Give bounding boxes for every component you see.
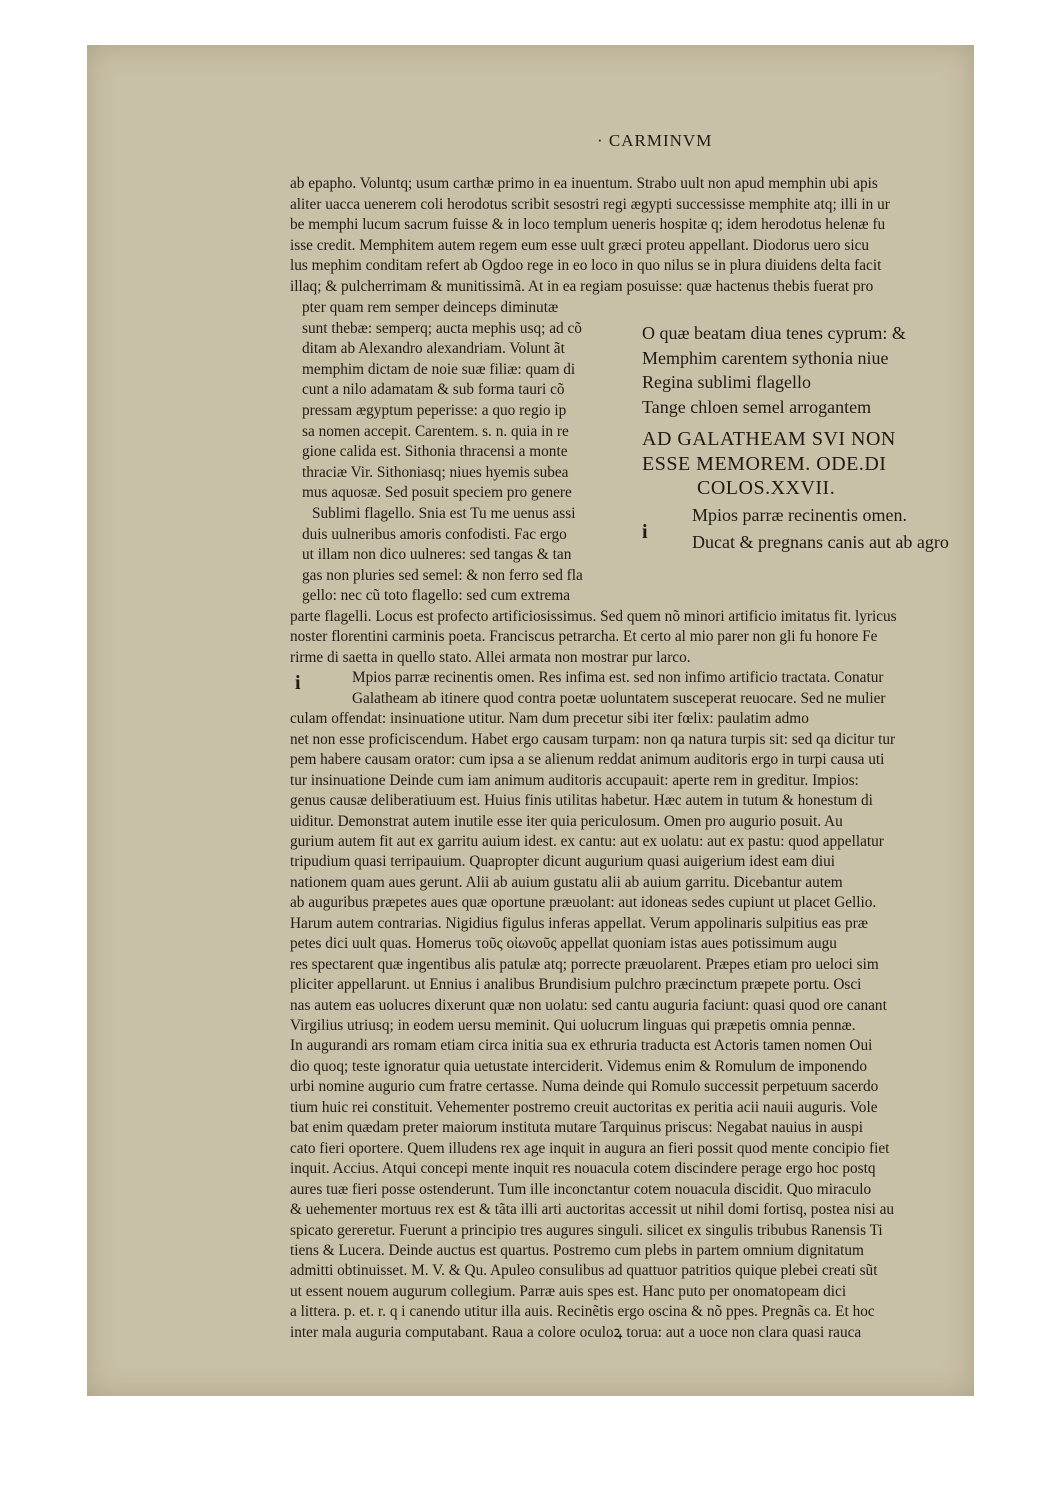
text-line: ab epapho. Voluntq; usum carthæ primo in ea inuentum. Strabo uult non apud memphin ubi apis <box>290 175 878 192</box>
text-line: be memphi lucum sacrum fuisse & in loco templum ueneris hospitæ q; idem herodotus helenæ fu <box>290 216 886 234</box>
text-line: Virgilius utriusq; in eodem uersu meminit. Qui uolucrum linguas qui præpetis omnia pennæ. <box>290 1017 856 1034</box>
text-line: memphim dictam de noie suæ filiæ: quam di <box>302 360 576 378</box>
text-line: a littera. p. et. r. q i canendo utitur illa auis. Recinẽtis ergo oscina & nõ ppes. Pregnãs ca. Et hoc <box>290 1303 875 1321</box>
verse-line: Ducat & pregnans canis aut ab agro <box>692 532 949 552</box>
text-line: pter quam rem semper deinceps diminutæ <box>302 299 559 316</box>
text-line: ditam ab Alexandro alexandriam. Volunt ãt <box>302 340 565 358</box>
text-line: gello: nec cũ toto flagello: sed cum extrema <box>302 587 571 605</box>
text-line: inter mala auguria computabant. Raua a colore oculoꝝ torua: aut a uoce non clara quasi rauca <box>290 1323 862 1341</box>
text-line: parte flagelli. Locus est profecto artificiosissimus. Sed quem nõ minori artificio imitatus fit. lyricus <box>290 608 897 625</box>
text-line: uiditur. Demonstrat autem inutile esse iter quia periculosum. Omen pro augurio posuit. Au <box>290 812 843 830</box>
text-line: petes dici uult quas. Homerus τοῦς οἰωνοῦς appellat quoniam istas aues potissimum augu <box>290 935 837 953</box>
ode-title-line: COLOS.XXVII. <box>697 477 836 499</box>
verse-line: Mpios parræ recinentis omen. <box>692 505 907 525</box>
verse-line: Memphim carentem sythonia niue <box>642 347 889 368</box>
text-line: sa nomen accepit. Carentem. s. n. quia in re <box>302 422 569 440</box>
text-line: & uehementer mortuus rex est & tãta illi arti auctoritas accessit ut nihil domi fortisq, postea nisi au <box>290 1201 895 1219</box>
text-line: noster florentini carminis poeta. Franciscus petrarcha. Et certo al mio parer non gli fu honore Fe <box>290 628 878 646</box>
text-line: bat enim quædam preter maiorum instituta mutare Tarquinus priscus: Negabat nauius in auspi <box>290 1119 864 1137</box>
text-line: tium huic rei constituit. Vehementer postremo creuit auctoritas ex peritia acii nauii auguris. Vole <box>290 1098 878 1116</box>
text-line: lus mephim conditam refert ab Ogdoo rege in eo loco in quo nilus se in plura diuidens delta facit <box>290 257 882 275</box>
text-block <box>287 129 1032 1341</box>
text-line: urbi nomine augurio cum fratre certasse. Numa deinde qui Romulo successit perpetuum sacerdo <box>290 1078 879 1096</box>
text-line: ab auguribus præpetes aues quæ oportune præuolant: aut idoneas sedes cupiunt ut placet Gellio. <box>290 894 877 912</box>
text-line: tiens & Lucera. Deinde auctus est quartus. Postremo cum plebs in partem omnium dignitatum <box>290 1241 864 1259</box>
text-line: inquit. Accius. Atqui concepi mente inquit res nouacula cotem discindere perage ergo hoc postq <box>290 1160 876 1178</box>
text-line: cunt a nilo adamatam & sub forma tauri cõ <box>302 381 565 399</box>
text-line: ut illam non dico uulneres: sed tangas & tan <box>302 546 572 564</box>
text-line: net non esse proficiscendum. Habet ergo causam turpam: non qa natura turpis sit: sed qa dicitur tur <box>290 730 896 748</box>
text-line: rirme di saetta in quello stato. Allei armata non mostrar pur larco. <box>290 648 691 666</box>
text-line: tripudium quasi terripauium. Quapropter dicunt augurium quasi auigerium idest eam diui <box>290 853 836 871</box>
text-line: isse credit. Memphitem autem regem eum esse uult græci proteu appellant. Diodorus uero sicu <box>290 236 870 254</box>
text-line: cato fieri oportere. Quem illudens rex age inquit in augura an fieri possit quod mente concipio fiet <box>290 1139 890 1157</box>
text-line: thraciæ Vir. Sithoniasq; niues hyemis subea <box>302 463 569 481</box>
text-line: Galatheam ab itinere quod contra poetæ uoluntatem susceperat reuocare. Sed ne mulier <box>352 689 886 707</box>
text-line: ut essent nouem augurum collegium. Parræ auis spes est. Hanc puto per onomatopeam dici <box>290 1282 847 1300</box>
text-line: In augurandi ars romam etiam circa initia sua ex ethruria traducta est Actoris tamen nomen Oui <box>290 1037 873 1055</box>
text-line: res spectarent quæ ingentibus alis patulæ atq; porrecte præuolarent. Præpes etiam pro ueloci sim <box>290 955 879 973</box>
text-line: Sublimi flagello. Snia est Tu me uenus assi <box>312 505 576 522</box>
text-line: gione calida est. Sithonia thracensi a monte <box>302 443 568 461</box>
text-line: gas non pluries sed semel: & non ferro sed fla <box>302 566 583 584</box>
running-header: · CARMINVM <box>597 131 713 150</box>
text-line: gurium autem fit aut ex garritu auium idest. ex cantu: aut ex uolatu: aut ex pastu: quod appellatur <box>290 832 884 850</box>
text-line: illaq; & pulcherrimam & munitissimã. At in ea regiam posuisse: quæ hactenus thebis fuerat pro <box>290 278 874 295</box>
text-line: aliter uacca uenerem coli herodotus scribit sesostri regi ægypti successisse memphite atq; illi in ur <box>290 195 890 213</box>
text-line: aures tuæ fieri posse ostenderunt. Tum ille inconctantur cotem nouacula discidit. Quo miraculo <box>290 1180 872 1198</box>
text-line: sunt thebæ: semperq; aucta mephis usq; ad cõ <box>302 319 582 337</box>
verse-line: O quæ beatam diua tenes cyprum: & <box>642 323 906 343</box>
text-line: duis uulneribus amoris confodisti. Fac ergo <box>302 525 567 543</box>
text-line: genus causæ deliberatiuum est. Huius finis utilitas habetur. Hæc autem in tutum & honestum di <box>290 792 873 810</box>
text-line: Mpios parræ recinentis omen. Res infima est. sed non infimo artificio tractata. Conatur <box>352 669 884 687</box>
text-line: spicato gereretur. Fuerunt a principio tres augures singuli. silicet ex singulis tribubus Ranensis Ti <box>290 1221 883 1239</box>
ode-initial-letter: i <box>642 521 648 543</box>
text-line: pressam ægyptum peperisse: a quo regio ip <box>302 402 567 419</box>
text-line: pem habere causam orator: cum ipsa a se alienum reddat animum auditoris ergo in turpi causa uti <box>290 751 885 769</box>
text-line: Harum autem contrarias. Nigidius figulus inferas appellat. Verum appolinaris sulpitius eas præ <box>290 914 868 932</box>
text-line: tur insinuatione Deinde cum iam animum auditoris accupauit: aperte rem in greditur. Impios: <box>290 771 859 789</box>
text-line: nas autem eas uolucres dixerunt quæ non uolatu: sed cantu auguria faciunt: quasi quod ore canant <box>290 996 887 1014</box>
text-line: dio quoq; teste ignoratur quia uetustate interciderit. Videmus enim & Romulum de imponendo <box>290 1057 868 1075</box>
scanned-page <box>87 45 974 1396</box>
text-line: culam offendat: insinuatione utitur. Nam dum precetur sibi iter fœlix: paulatim admo <box>290 710 809 728</box>
text-line: admitti obtinuisset. M. V. & Qu. Apuleo consulibus ad quattuor patritios quique plebei creati sũt <box>290 1262 878 1280</box>
text-line: nationem quam aues gerunt. Alii ab auium gustatu alii ab auium garritu. Dicebantur autem <box>290 873 843 891</box>
ode-title-line: AD GALATHEAM SVI NON <box>642 428 896 450</box>
text-line: mus aquosæ. Sed posuit speciem pro genere <box>302 484 572 502</box>
verse-line: Tange chloen semel arrogantem <box>642 396 872 417</box>
verse-line: Regina sublimi flagello <box>642 372 811 392</box>
text-line: pliciter appellarunt. ut Ennius i analibus Brundisium pulchro præcinctum præpete portu. Osci <box>290 976 862 994</box>
commentary-initial-letter: i <box>295 672 301 694</box>
ode-title-line: ESSE MEMOREM. ODE.DI <box>642 452 887 475</box>
